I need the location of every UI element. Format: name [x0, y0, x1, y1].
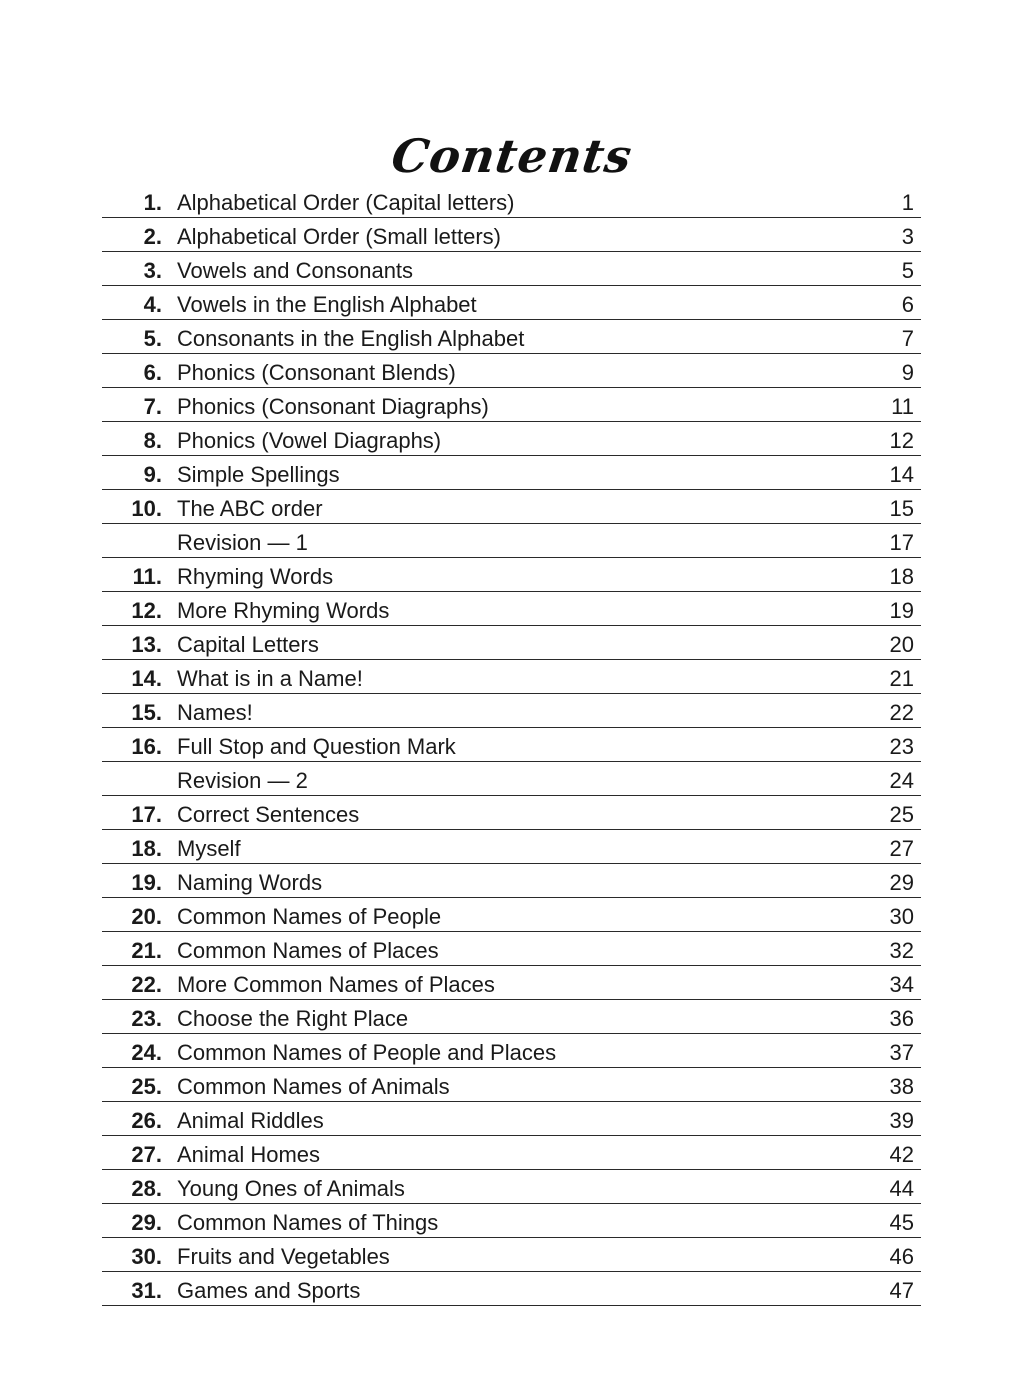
entry-number: 26.	[131, 1108, 162, 1133]
entry-title: Animal Homes	[177, 1142, 321, 1167]
entry-page-number: 36	[889, 1006, 914, 1031]
entry-title: Alphabetical Order (Capital letters)	[177, 190, 515, 215]
entry-title: Revision — 1	[177, 530, 308, 555]
entry-page-number: 14	[889, 462, 914, 487]
toc-entry	[102, 524, 921, 558]
entry-title: Phonics (Consonant Diagraphs)	[177, 394, 489, 419]
entry-page-number: 32	[889, 938, 914, 963]
entry-number: 9.	[143, 462, 162, 487]
contents-list	[102, 184, 921, 1306]
toc-entry	[102, 966, 921, 1000]
toc-entry	[102, 932, 921, 966]
entry-number: 28.	[131, 1176, 162, 1201]
toc-entry	[102, 218, 921, 252]
toc-entry	[102, 388, 921, 422]
entry-number: 12.	[131, 598, 162, 623]
entry-title: The ABC order	[177, 496, 323, 521]
entry-title: Common Names of Animals	[177, 1074, 450, 1099]
toc-entry	[102, 456, 921, 490]
toc-entry	[102, 1102, 921, 1136]
entry-number: 20.	[131, 904, 162, 929]
entry-number: 27.	[131, 1142, 162, 1167]
entry-title: Choose the Right Place	[177, 1006, 409, 1031]
entry-number: 16.	[131, 734, 162, 759]
toc-entry	[102, 354, 921, 388]
toc-entry	[102, 1034, 921, 1068]
entry-title: Correct Sentences	[177, 802, 360, 827]
entry-number: 18.	[131, 836, 162, 861]
entry-page-number: 11	[891, 394, 914, 419]
entry-page-number: 44	[889, 1176, 914, 1201]
entry-title: Naming Words	[177, 870, 323, 895]
toc-entry	[102, 422, 921, 456]
entry-number: 13.	[131, 632, 162, 657]
toc-entry	[102, 490, 921, 524]
entry-number: 22.	[131, 972, 162, 997]
entry-page-number: 27	[889, 836, 914, 861]
entry-page-number: 17	[889, 530, 914, 555]
toc-entry	[102, 796, 921, 830]
toc-entry	[102, 184, 921, 218]
toc-entry	[102, 558, 921, 592]
toc-entry	[102, 252, 921, 286]
entry-page-number: 3	[901, 224, 914, 249]
toc-entry	[102, 1068, 921, 1102]
toc-entry	[102, 286, 921, 320]
toc-entry	[102, 864, 921, 898]
entry-page-number: 30	[889, 904, 914, 929]
entry-title: Capital Letters	[177, 632, 319, 657]
entry-number: 21.	[131, 938, 162, 963]
toc-entry	[102, 898, 921, 932]
entry-title: Common Names of Things	[177, 1210, 439, 1235]
entry-page-number: 29	[889, 870, 914, 895]
entry-number: 1.	[143, 190, 162, 215]
entry-title: Names!	[177, 700, 253, 725]
entry-number: 2.	[143, 224, 162, 249]
entry-title: Revision — 2	[177, 768, 308, 793]
entry-page-number: 19	[889, 598, 914, 623]
entry-page-number: 24	[889, 768, 914, 793]
toc-entry	[102, 1000, 921, 1034]
entry-number: 30.	[131, 1244, 162, 1269]
toc-entry	[102, 1136, 921, 1170]
toc-entry	[102, 728, 921, 762]
entry-page-number: 9	[901, 360, 914, 385]
entry-number: 10.	[131, 496, 162, 521]
entry-number: 23.	[131, 1006, 162, 1031]
entry-page-number: 39	[889, 1108, 914, 1133]
toc-entry	[102, 626, 921, 660]
entry-page-number: 12	[889, 428, 914, 453]
entry-number: 8.	[143, 428, 162, 453]
entry-title: Common Names of People	[177, 904, 442, 929]
page-title: Contents	[388, 128, 636, 183]
entry-number: 25.	[131, 1074, 162, 1099]
entry-title: Myself	[177, 836, 241, 861]
entry-page-number: 20	[889, 632, 914, 657]
entry-title: Games and Sports	[177, 1278, 361, 1303]
entry-number: 4.	[143, 292, 162, 317]
entry-page-number: 38	[889, 1074, 914, 1099]
entry-page-number: 5	[901, 258, 914, 283]
toc-entry	[102, 762, 921, 796]
entry-page-number: 23	[889, 734, 914, 759]
entry-page-number: 18	[889, 564, 914, 589]
entry-title: Fruits and Vegetables	[177, 1244, 390, 1269]
entry-title: Simple Spellings	[177, 462, 340, 487]
entry-number: 5.	[143, 326, 162, 351]
entry-page-number: 25	[889, 802, 914, 827]
entry-page-number: 1	[901, 190, 914, 215]
toc-entry	[102, 1272, 921, 1306]
entry-page-number: 7	[901, 326, 914, 351]
entry-number: 6.	[143, 360, 162, 385]
entry-title: Common Names of People and Places	[177, 1040, 557, 1065]
entry-title: Phonics (Consonant Blends)	[177, 360, 456, 385]
toc-entry	[102, 830, 921, 864]
entry-title: What is in a Name!	[177, 666, 363, 691]
entry-title: Alphabetical Order (Small letters)	[177, 224, 502, 249]
entry-title: Full Stop and Question Mark	[177, 734, 456, 759]
entry-page-number: 46	[889, 1244, 914, 1269]
entry-page-number: 42	[889, 1142, 914, 1167]
entry-title: Common Names of Places	[177, 938, 439, 963]
entry-page-number: 15	[889, 496, 914, 521]
entry-number: 17.	[131, 802, 162, 827]
entry-title: Rhyming Words	[177, 564, 334, 589]
toc-entry	[102, 1170, 921, 1204]
entry-title: More Rhyming Words	[177, 598, 390, 623]
entry-title: Vowels and Consonants	[177, 258, 414, 283]
entry-number: 31.	[131, 1278, 162, 1303]
entry-page-number: 37	[889, 1040, 914, 1065]
entry-page-number: 47	[889, 1278, 914, 1303]
toc-entry	[102, 1238, 921, 1272]
entry-page-number: 21	[889, 666, 914, 691]
toc-entry	[102, 320, 921, 354]
entry-title: Vowels in the English Alphabet	[177, 292, 477, 317]
entry-title: Phonics (Vowel Diagraphs)	[177, 428, 442, 453]
entry-number: 19.	[131, 870, 162, 895]
entry-title: More Common Names of Places	[177, 972, 495, 997]
entry-page-number: 6	[901, 292, 914, 317]
entry-number: 15.	[131, 700, 162, 725]
entry-title: Animal Riddles	[177, 1108, 324, 1133]
entry-page-number: 22	[889, 700, 914, 725]
entry-title: Young Ones of Animals	[177, 1176, 405, 1201]
toc-entry	[102, 660, 921, 694]
toc-entry	[102, 694, 921, 728]
entry-number: 24.	[131, 1040, 162, 1065]
entry-page-number: 34	[889, 972, 914, 997]
entry-number: 29.	[131, 1210, 162, 1235]
toc-entry	[102, 1204, 921, 1238]
entry-number: 14.	[131, 666, 162, 691]
entry-number: 3.	[143, 258, 162, 283]
entry-title: Consonants in the English Alphabet	[177, 326, 525, 351]
entry-number: 11.	[132, 564, 162, 589]
entry-number: 7.	[143, 394, 162, 419]
toc-entry	[102, 592, 921, 626]
entry-page-number: 45	[889, 1210, 914, 1235]
